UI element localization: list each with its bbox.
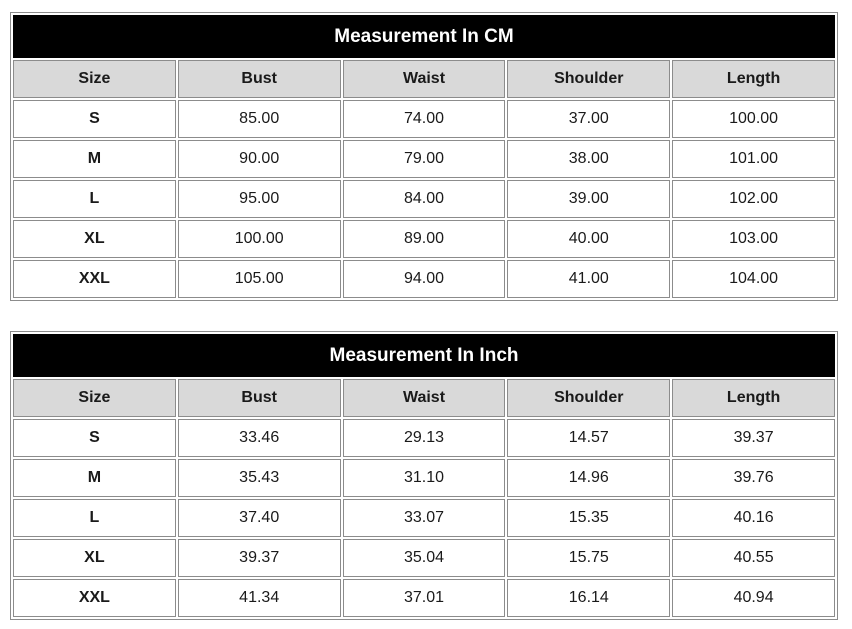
shoulder-cell: 39.00	[507, 180, 670, 218]
length-cell: 40.55	[672, 539, 835, 577]
length-cell: 40.94	[672, 579, 835, 617]
waist-cell: 79.00	[343, 140, 506, 178]
bust-cell: 39.37	[178, 539, 341, 577]
length-cell: 103.00	[672, 220, 835, 258]
size-cell: L	[13, 180, 176, 218]
table-header-row	[13, 60, 835, 98]
table-row	[13, 100, 835, 138]
column-header-size: Size	[13, 60, 176, 98]
length-cell: 39.37	[672, 419, 835, 457]
table-title-row	[13, 334, 835, 377]
column-header-size: Size	[13, 379, 176, 417]
shoulder-cell: 14.57	[507, 419, 670, 457]
table-title: Measurement In CM	[13, 15, 835, 58]
waist-cell: 31.10	[343, 459, 506, 497]
table-row	[13, 140, 835, 178]
waist-cell: 35.04	[343, 539, 506, 577]
bust-cell: 90.00	[178, 140, 341, 178]
table-row	[13, 260, 835, 298]
shoulder-cell: 16.14	[507, 579, 670, 617]
column-header-bust: Bust	[178, 60, 341, 98]
column-header-shoulder: Shoulder	[507, 379, 670, 417]
waist-cell: 74.00	[343, 100, 506, 138]
table-row	[13, 539, 835, 577]
size-cell: XL	[13, 539, 176, 577]
column-header-waist: Waist	[343, 60, 506, 98]
bust-cell: 37.40	[178, 499, 341, 537]
measurement-table-inch	[10, 331, 838, 620]
length-cell: 100.00	[672, 100, 835, 138]
shoulder-cell: 41.00	[507, 260, 670, 298]
bust-cell: 41.34	[178, 579, 341, 617]
waist-cell: 37.01	[343, 579, 506, 617]
bust-cell: 100.00	[178, 220, 341, 258]
shoulder-cell: 15.75	[507, 539, 670, 577]
length-cell: 39.76	[672, 459, 835, 497]
column-header-length: Length	[672, 379, 835, 417]
waist-cell: 89.00	[343, 220, 506, 258]
size-cell: XXL	[13, 260, 176, 298]
waist-cell: 94.00	[343, 260, 506, 298]
bust-cell: 33.46	[178, 419, 341, 457]
table-row	[13, 579, 835, 617]
length-cell: 102.00	[672, 180, 835, 218]
bust-cell: 85.00	[178, 100, 341, 138]
waist-cell: 33.07	[343, 499, 506, 537]
measurement-table-cm	[10, 12, 838, 301]
size-cell: S	[13, 419, 176, 457]
size-cell: M	[13, 459, 176, 497]
shoulder-cell: 15.35	[507, 499, 670, 537]
shoulder-cell: 38.00	[507, 140, 670, 178]
table-row	[13, 419, 835, 457]
shoulder-cell: 14.96	[507, 459, 670, 497]
size-cell: M	[13, 140, 176, 178]
bust-cell: 95.00	[178, 180, 341, 218]
shoulder-cell: 37.00	[507, 100, 670, 138]
size-cell: XXL	[13, 579, 176, 617]
waist-cell: 29.13	[343, 419, 506, 457]
length-cell: 104.00	[672, 260, 835, 298]
length-cell: 40.16	[672, 499, 835, 537]
table-title-row	[13, 15, 835, 58]
length-cell: 101.00	[672, 140, 835, 178]
table-row	[13, 459, 835, 497]
column-header-waist: Waist	[343, 379, 506, 417]
table-row	[13, 220, 835, 258]
column-header-bust: Bust	[178, 379, 341, 417]
table-title: Measurement In Inch	[13, 334, 835, 377]
table-row	[13, 499, 835, 537]
size-cell: XL	[13, 220, 176, 258]
size-cell: L	[13, 499, 176, 537]
table-header-row	[13, 379, 835, 417]
shoulder-cell: 40.00	[507, 220, 670, 258]
bust-cell: 105.00	[178, 260, 341, 298]
size-cell: S	[13, 100, 176, 138]
column-header-shoulder: Shoulder	[507, 60, 670, 98]
waist-cell: 84.00	[343, 180, 506, 218]
column-header-length: Length	[672, 60, 835, 98]
table-row	[13, 180, 835, 218]
bust-cell: 35.43	[178, 459, 341, 497]
